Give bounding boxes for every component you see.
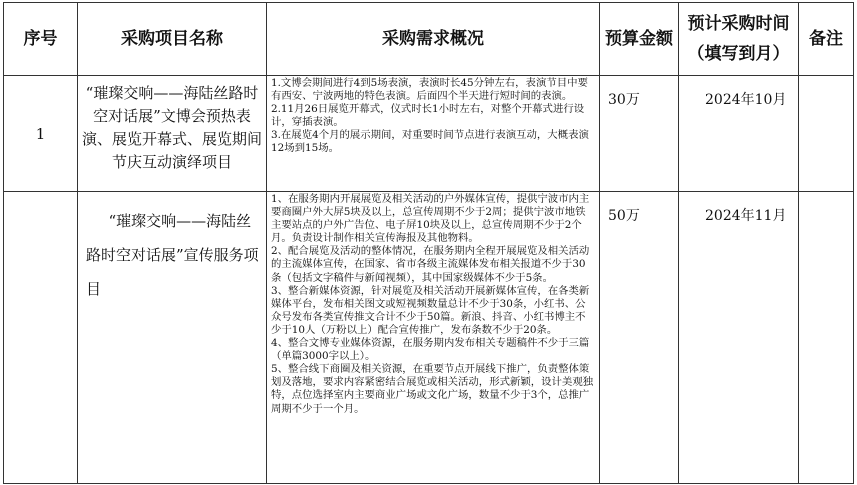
time-cell: 2024年11月 [679,192,799,484]
note-cell [799,192,854,484]
header-note: 备注 [799,3,854,76]
requirement-item: 4、整合文博专业媒体资源，在服务期内发布相关专题稿件不少于三篇（单篇3000字以上）。 [271,337,590,363]
requirement-item: 3、整合新媒体资源，针对展览及相关活动开展新媒体宣传，在各类新媒体平台，发布相关图文或短视频数量总计不少于30条，小红书、公众号发布各类宣传推文合计不少于50篇。新浪、抖音、小红书博主不少于10人（万粉以上）配合宣传推广，发布条数不少于20条。 [271,284,590,336]
header-row [4,3,854,76]
requirement-item: 5、整合线下商圈及相关资源，在重要节点开展线下推广，负责整体策划及落地，要求内容紧密结合展览或相关活动，形式新颖，设计美观独特，点位选择室内主要商业广场或文化广场，数量不少于3个，总推广周期不少于一个月。 [271,363,594,415]
project-name: “璀璨交响——海陆丝路时空对话展”文博会预热表演、展览开幕式、展览期间节庆互动演绎项目 [78,76,267,192]
header-name: 采购项目名称 [78,3,267,76]
table-row [4,192,854,484]
requirement-item: 1、在服务期内开展展览及相关活动的户外媒体宣传，提供宁波市内主要商圈户外大屏5块及以上，总宣传周期不少于2周；提供宁波市地铁主要站点的户外广告位、电子屏10块及以上，总宣传周期不少于2个月。负责设计制作相关宣传海报及其他物料。 [271,193,590,245]
header-time: 预计采购时间（填写到月） [679,3,799,76]
header-budget: 预算金额 [600,3,679,76]
requirement-cell [267,192,600,484]
budget-cell: 50万 [600,192,679,484]
row-no [4,192,78,484]
project-name: “璀璨交响——海陆丝路时空对话展”宣传服务项目 [78,192,267,484]
row-no: 1 [4,76,78,192]
requirement-item: 2.11月26日展览开幕式，仪式时长1小时左右，对整个开幕式进行设计，穿插表演。 [271,103,585,129]
requirement-item: 1.文博会期间进行4到5场表演，表演时长45分钟左右，表演节目中要有西安、宁波两地的特色表演。后面四个半天进行短时间的表演。 [271,77,588,103]
time-cell: 2024年10月 [679,76,799,192]
budget-cell: 30万 [600,76,679,192]
requirement-item: 3.在展览4个月的展示期间，对重要时间节点进行表演互动，大概表演12场到15场。 [271,129,589,155]
requirement-cell [267,76,600,192]
header-no: 序号 [4,3,78,76]
procurement-table [3,2,854,484]
header-requirement: 采购需求概况 [267,3,600,76]
table-row [4,76,854,192]
requirement-item: 2、配合展览及活动的整体情况，在服务期内全程开展展览及相关活动的主流媒体宣传，在国家、省市各级主流媒体发布相关报道不少于30条（包括文字稿件与新闻视频），其中国家级媒体不少于5条。 [271,245,590,284]
note-cell [799,76,854,192]
